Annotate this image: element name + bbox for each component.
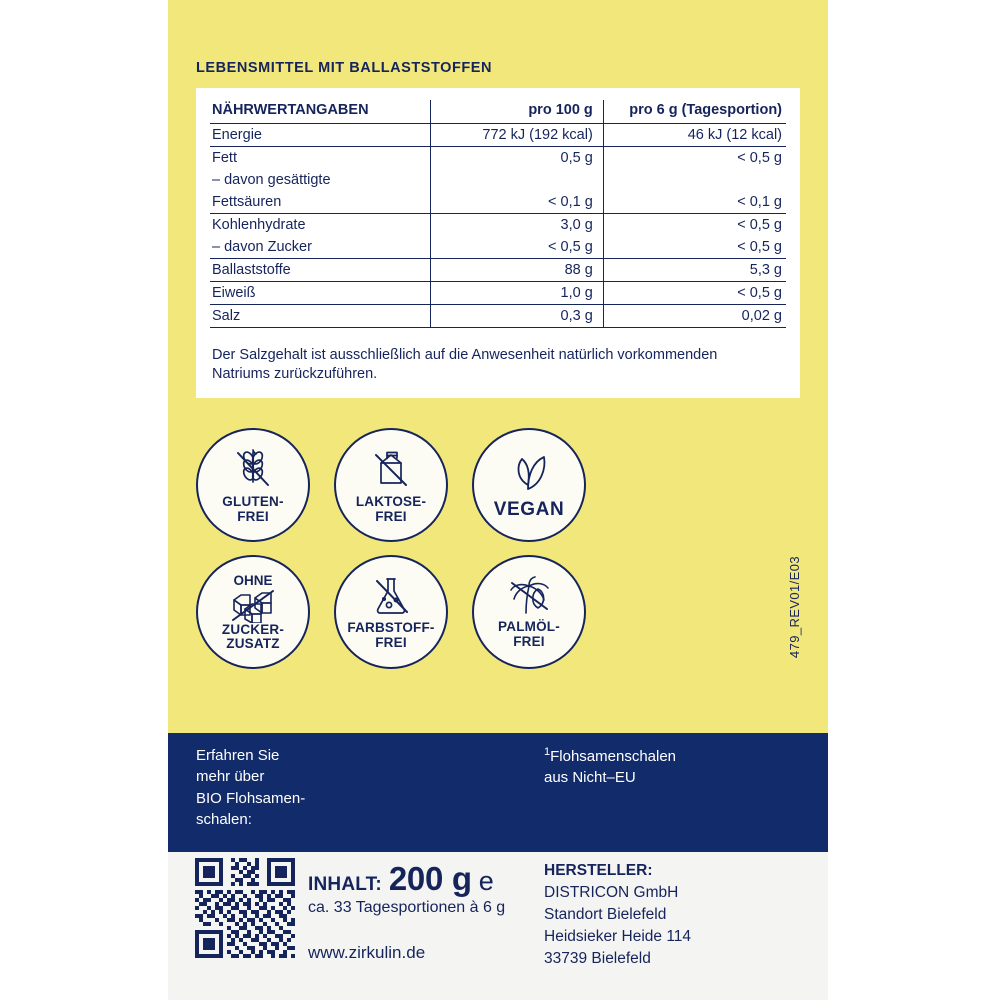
table-row xyxy=(210,282,786,305)
row-label: Fett xyxy=(212,150,237,166)
row-label: Salz xyxy=(210,305,430,328)
table-header-row xyxy=(210,100,786,124)
row-value-per-100g: 0,5 g xyxy=(430,147,603,170)
claim-badges-group xyxy=(196,428,606,682)
row-sublabel: – davon Zucker xyxy=(210,236,430,259)
col-header-per-100g: pro 100 g xyxy=(430,100,603,124)
row-value-per-portion: 5,3 g xyxy=(603,259,786,282)
row-value-per-100g: 772 kJ (192 kcal) xyxy=(430,124,603,147)
manufacturer-line: 33739 Bielefeld xyxy=(544,950,651,967)
row-value-per-portion: < 0,5 g xyxy=(603,147,786,170)
table-row xyxy=(210,305,786,328)
salt-content-note: Der Salzgehalt ist ausschließlich auf die Anwesenheit natürlich vorkommenden Natriums zurückzuführen. xyxy=(212,347,718,383)
row-value-per-100g: 3,0 g xyxy=(430,214,603,237)
badge-row-top xyxy=(196,428,606,542)
manufacturer-line: Heidsieker Heide 114 xyxy=(544,928,692,945)
footnote-marker: 1 xyxy=(544,746,551,758)
revision-code: 479_REV01/E03 xyxy=(787,556,802,659)
row-sublabel: – davon gesättigte xyxy=(212,172,331,188)
website-url[interactable]: www.zirkulin.de xyxy=(308,943,426,962)
badge-no-palm-oil xyxy=(472,555,586,669)
manufacturer-block xyxy=(544,860,691,970)
learn-more-line: BIO Flohsamen- xyxy=(196,789,306,807)
badge-vegan xyxy=(472,428,586,542)
learn-more-line: schalen: xyxy=(196,810,252,828)
origin-footnote xyxy=(544,745,676,789)
qr-code[interactable] xyxy=(195,858,295,958)
row-sublabel: Fettsäuren xyxy=(210,191,430,214)
row-value-per-portion xyxy=(603,169,786,191)
badge-gluten-free xyxy=(196,428,310,542)
sugar-cubes-crossed-icon xyxy=(229,589,277,623)
badge-lactose-free xyxy=(334,428,448,542)
content-info xyxy=(308,860,505,963)
bottom-info-block xyxy=(168,852,828,1000)
table-row xyxy=(210,259,786,282)
row-value-per-portion: < 0,1 g xyxy=(603,191,786,214)
origin-line: aus Nicht–EU xyxy=(544,769,636,787)
two-leaves-icon xyxy=(506,451,552,495)
row-label: Energie xyxy=(210,124,430,147)
flask-crossed-icon xyxy=(368,574,414,618)
row-value-per-portion: < 0,5 g xyxy=(603,282,786,305)
estimated-sign-icon: e xyxy=(478,866,494,896)
manufacturer-line: Standort Bielefeld xyxy=(544,906,667,923)
palm-tree-crossed-icon xyxy=(505,575,553,617)
learn-more-line: Erfahren Sie xyxy=(196,747,280,764)
table-row xyxy=(210,169,786,191)
row-value-per-100g: < 0,5 g xyxy=(430,236,603,259)
row-value-per-100g: 0,3 g xyxy=(430,305,603,328)
table-row xyxy=(210,124,786,147)
portions-note: ca. 33 Tagesportionen à 6 g xyxy=(308,899,506,916)
net-content-label: INHALT: xyxy=(308,874,382,895)
badge-no-colorants xyxy=(334,555,448,669)
milk-carton-crossed-icon xyxy=(368,446,414,492)
badge-prefix-label: OHNE xyxy=(233,572,273,588)
nutrition-facts-card xyxy=(196,88,800,398)
row-label: Eiweiß xyxy=(210,282,430,305)
badge-row-bottom xyxy=(196,555,606,669)
badge-label: ZUCKER- ZUSATZ xyxy=(221,621,285,651)
learn-more-line: mehr über xyxy=(196,768,265,786)
col-header-per-portion: pro 6 g (Tagesportion) xyxy=(603,100,786,124)
product-package-panel xyxy=(168,0,828,1000)
wheat-crossed-icon xyxy=(230,446,276,492)
net-content-line xyxy=(308,860,505,898)
row-label: Kohlenhydrate xyxy=(212,217,306,233)
row-value-per-portion: < 0,5 g xyxy=(603,236,786,259)
table-row xyxy=(210,147,786,170)
table-row xyxy=(210,191,786,214)
row-value-per-100g xyxy=(430,169,603,191)
row-value-per-portion: 0,02 g xyxy=(603,305,786,328)
badge-label: GLUTEN- FREI xyxy=(222,494,284,524)
badge-no-added-sugar xyxy=(196,555,310,669)
learn-more-text xyxy=(196,745,305,830)
manufacturer-line: DISTRICON GmbH xyxy=(544,884,679,901)
badge-label: PALMÖL- FREI xyxy=(498,619,560,649)
section-heading: LEBENSMITTEL MIT BALLASTSTOFFEN xyxy=(196,60,493,76)
row-value-per-100g: 88 g xyxy=(430,259,603,282)
origin-line: $^1$Flohsamenschalen xyxy=(544,746,677,765)
row-label: Ballaststoffe xyxy=(210,259,430,282)
badge-label: LAKTOSE- FREI xyxy=(355,494,427,524)
row-value-per-portion: < 0,5 g xyxy=(603,214,786,237)
row-value-per-100g: 1,0 g xyxy=(430,282,603,305)
net-content-amount: 200 g xyxy=(388,860,472,897)
badge-label: VEGAN xyxy=(493,498,565,520)
table-row xyxy=(210,214,786,237)
nutrition-table xyxy=(210,100,786,328)
badge-label: FARBSTOFF- FREI xyxy=(347,620,435,650)
info-band xyxy=(168,733,828,852)
row-value-per-100g: < 0,1 g xyxy=(430,191,603,214)
table-row xyxy=(210,236,786,259)
manufacturer-heading: HERSTELLER: xyxy=(544,862,653,879)
row-value-per-portion: 46 kJ (12 kcal) xyxy=(603,124,786,147)
col-header-nutrients: NÄHRWERTANGABEN xyxy=(210,100,430,124)
